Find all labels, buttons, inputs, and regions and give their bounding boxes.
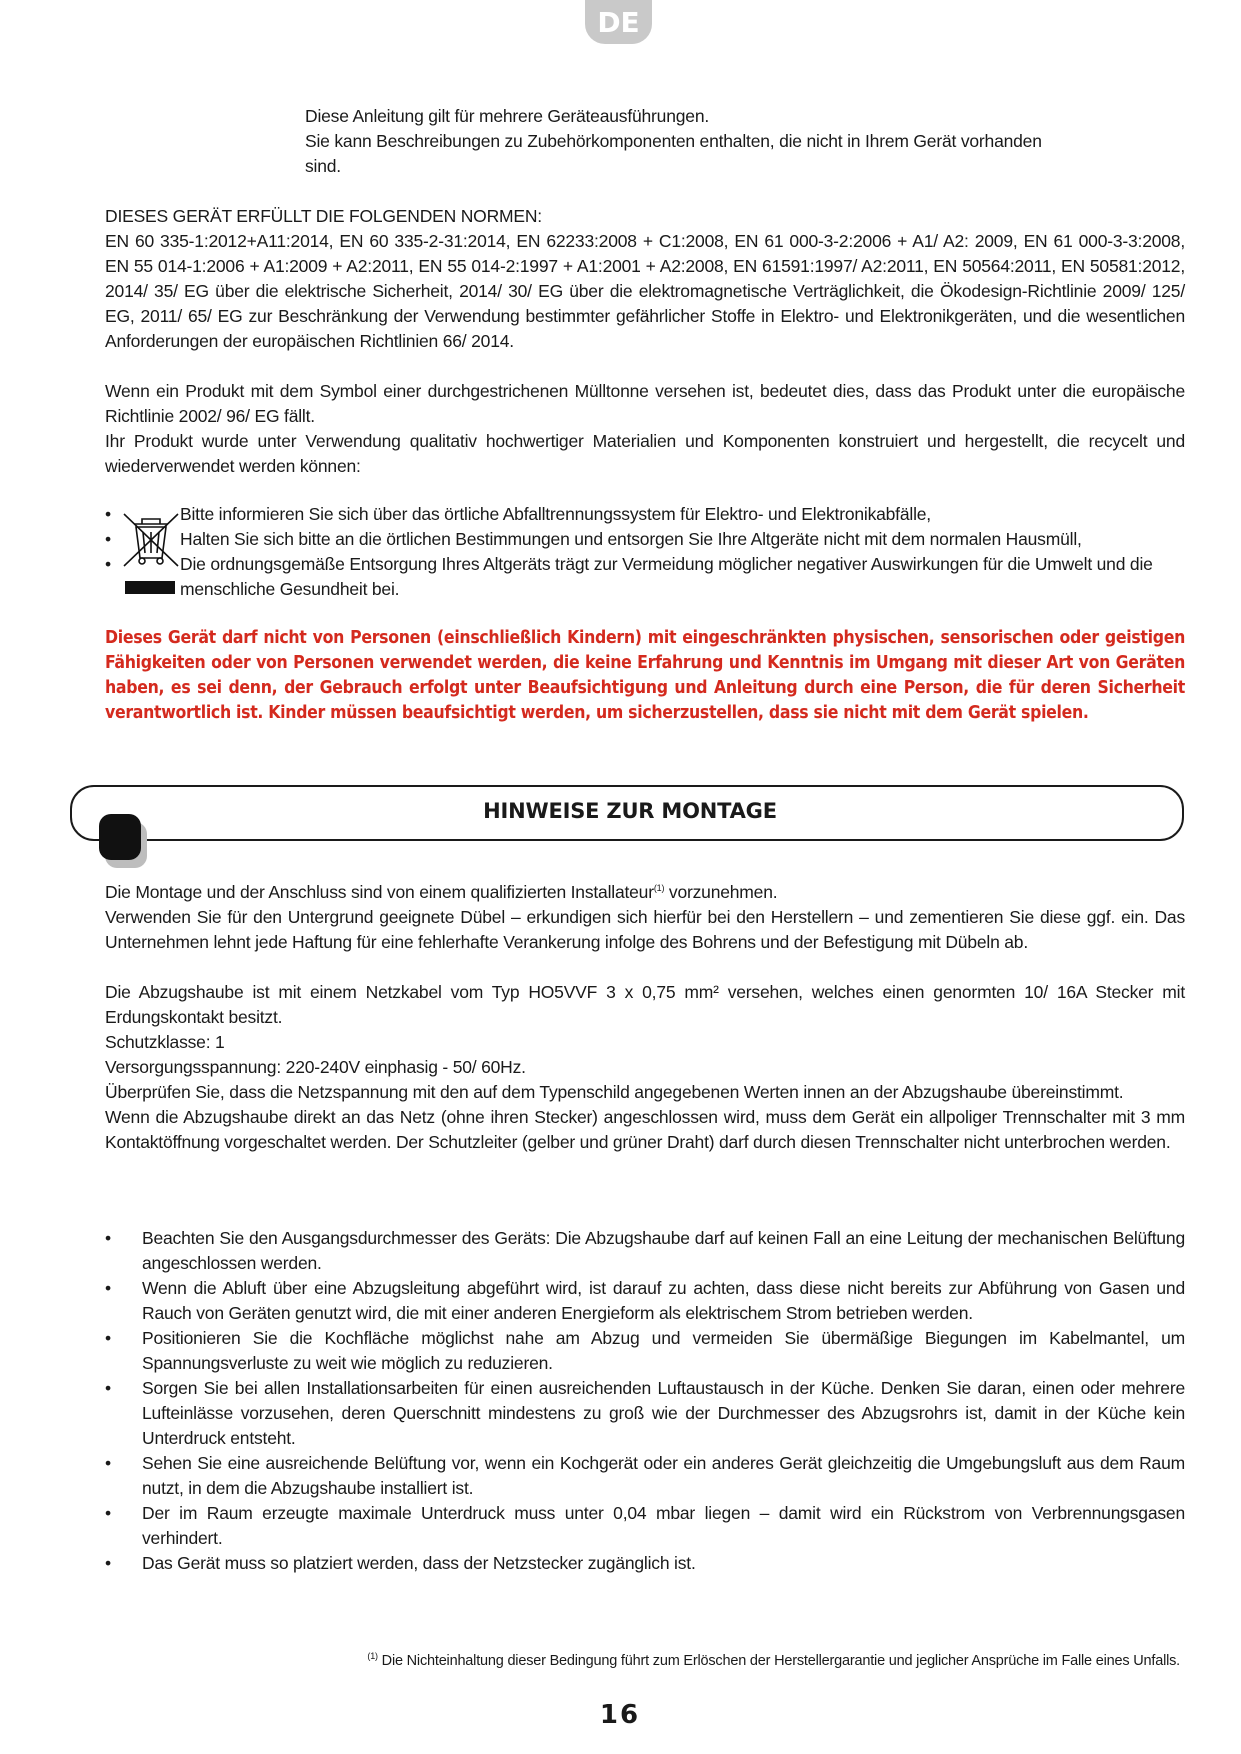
list-item: [105, 1451, 1185, 1501]
disposal-paragraph-1: Wenn ein Produkt mit dem Symbol einer durchgestrichenen Mülltonne versehen ist, bedeutet dies, dass das Produkt unter die europäische Richtlinie 2002/ 96/ EG fällt.: [105, 381, 1185, 426]
list-item: [105, 502, 1185, 527]
page-number: 16: [599, 1700, 641, 1730]
list-item-text: Sehen Sie eine ausreichende Belüftung vor, wenn ein Kochgerät oder ein anderes Gerät gleichzeitig die Umgebungsluft aus dem Raum nutzt, in dem die Abzugshaube installiert ist.: [142, 1453, 1185, 1498]
list-item: [105, 1276, 1185, 1326]
installation-paragraph-3: Die Abzugshaube ist mit einem Netzkabel vom Typ HO5VVF 3 x 0,75 mm² versehen, welches einen genormten 10/ 16A Stecker mit Erdungskontakt besitzt.: [105, 981, 1185, 1027]
intro-line-2: Sie kann Beschreibungen zu Zubehörkomponenten enthalten, die nicht in Ihrem Gerät vorhanden sind.: [305, 131, 1042, 176]
installation-bullet-list: [105, 1226, 1185, 1576]
bullet-dot: •: [105, 1553, 111, 1573]
bullet-dot: •: [105, 504, 111, 524]
list-item: [105, 552, 1185, 602]
list-item-text: Positionieren Sie die Kochfläche möglichst nahe am Abzug und vermeiden Sie übermäßige Biegungen im Kabelmantel, um Spannungsverluste zu weit wie möglich zu reduzieren.: [142, 1328, 1185, 1373]
section-marker: [99, 814, 141, 860]
safety-warning: Dieses Gerät darf nicht von Personen (einschließlich Kindern) mit eingeschränkten physischen, sensorischen oder geistigen Fähigkeiten oder von Personen verwendet werden, die keine Erfahrung und Kenntnis im Umgang mit dieser Art von Geräten haben, es sei denn, der Gebrauch erfolgt unter Beaufsichtigung und Anleitung durch eine Person, die für deren Sicherheit verantwortlich ist. Kinder müssen beaufsichtigt werden, um sicherzustellen, dass sie nicht mit dem Gerät spielen.: [105, 628, 1185, 723]
bullet-dot: •: [105, 1328, 111, 1348]
bullet-dot: •: [105, 554, 111, 574]
installation-paragraph-1: [105, 876, 1185, 905]
norms-text: EN 60 335-1:2012+A11:2014, EN 60 335-2-31:2014, EN 62233:2008 + C1:2008, EN 61 000-3-2:2006 + A1/ A2: 2009, EN 61 000-3-3:2008, EN 55 014-1:2006 + A1:2009 + A2:2011, EN 55 014-2:1997 + A1:2001 + A2:2008, EN 61591:1997/ A2:2011, EN 50564:2011, EN 50581:2012, 2014/ 35/ EG über die elektrische Sicherheit, 2014/ 30/ EG über die elektromagnetische Verträglichkeit, die Ökodesign-Richtlinie 2009/ 125/ EG, 2011/ 65/ EG zur Beschränkung der Verwendung bestimmter gefährlicher Stoffe in Elektro- und Elektronikgeräten, und die wesentlichen Anforderungen der europäischen Richtlinien 66/ 2014.: [105, 231, 1185, 351]
norms-block: [105, 204, 1185, 354]
intro-line-1: Diese Anleitung gilt für mehrere Geräteausführungen.: [305, 106, 710, 126]
bullet-dot: •: [105, 1228, 111, 1248]
bullet-dot: •: [105, 1453, 111, 1473]
disposal-block: [105, 379, 1185, 479]
norms-heading: DIESES GERÄT ERFÜLLT DIE FOLGENDEN NORMEN:: [105, 206, 542, 226]
spacer: [105, 955, 1185, 980]
list-item: [105, 1376, 1185, 1451]
installation-p1-end: vorzunehmen.: [664, 881, 778, 902]
bullet-dot: •: [105, 529, 111, 549]
bullet-dot: •: [105, 1503, 111, 1523]
list-item-text: Sorgen Sie bei allen Installationsarbeiten für einen ausreichenden Luftaustausch in der Küche. Denken Sie daran, einen oder mehrere Lufteinlässe vorzusehen, deren Querschnitt mindestens zu groß wie der Durchmesser des Abzugsrohrs ist, damit in der Küche kein Unterdruck entsteht.: [142, 1378, 1185, 1448]
installation-paragraph-7: Wenn die Abzugshaube direkt an das Netz (ohne ihren Stecker) angeschlossen wird, muss dem Gerät ein allpoliger Trennschalter mit 3 mm Kontaktöffnung vorgeschaltet werden. Der Schutzleiter (gelber und grüner Draht) darf durch diesen Trennschalter nicht unterbrochen werden.: [105, 1106, 1185, 1152]
disposal-paragraph-2: Ihr Produkt wurde unter Verwendung qualitativ hochwertiger Materialien und Komponenten konstruiert und hergestellt, die recycelt und wiederverwendet werden können:: [105, 431, 1185, 476]
list-item: [105, 1551, 1185, 1576]
list-item-text: Beachten Sie den Ausgangsdurchmesser des Geräts: Die Abzugshaube darf auf keinen Fall an eine Leitung der mechanischen Belüftung angeschlossen werden.: [142, 1228, 1185, 1273]
footnote-text: Die Nichteinhaltung dieser Bedingung führt zum Erlöschen der Herstellergarantie und jeglicher Ansprüche im Falle eines Unfalls.: [381, 1652, 1180, 1669]
footnote: [260, 1646, 1180, 1671]
bullet-dot: •: [105, 1378, 111, 1398]
installation-p1-text: Die Montage und der Anschluss sind von einem qualifizierten Installateur: [105, 881, 654, 902]
list-item-text: Die ordnungsgemäße Entsorgung Ihres Altgeräts trägt zur Vermeidung möglicher negativer Auswirkungen für die Umwelt und die menschliche Gesundheit bei.: [180, 554, 1153, 599]
footnote-reference: (1): [653, 883, 665, 893]
installation-paragraph-6: Überprüfen Sie, dass die Netzspannung mit den auf dem Typenschild angegebenen Werten innen an der Abzugshaube übereinstimmt.: [105, 1081, 1124, 1102]
list-item: [105, 1226, 1185, 1276]
list-item-text: Halten Sie sich bitte an die örtlichen Bestimmungen und entsorgen Sie Ihre Altgeräte nicht mit dem normalen Hausmüll,: [180, 529, 1082, 549]
installation-paragraph-4: Schutzklasse: 1: [105, 1031, 225, 1052]
language-badge: DE: [585, 0, 652, 44]
list-item: [105, 1501, 1185, 1551]
section-title: HINWEISE ZUR MONTAGE: [483, 799, 777, 823]
installation-block: [105, 876, 1185, 1155]
list-item-text: Bitte informieren Sie sich über das örtliche Abfalltrennungssystem für Elektro- und Elektronikabfälle,: [180, 504, 931, 524]
list-item-text: Das Gerät muss so platziert werden, dass der Netzstecker zugänglich ist.: [142, 1553, 696, 1573]
intro-block: [305, 104, 1065, 179]
list-item: [105, 527, 1185, 552]
list-item-text: Der im Raum erzeugte maximale Unterdruck muss unter 0,04 mbar liegen – damit wird ein Rückstrom von Verbrennungsgasen verhindert.: [142, 1503, 1185, 1548]
installation-paragraph-5: Versorgungsspannung: 220-240V einphasig - 50/ 60Hz.: [105, 1056, 526, 1077]
footnote-marker: (1): [367, 1651, 378, 1661]
installation-paragraph-2: Verwenden Sie für den Untergrund geeignete Dübel – erkundigen sich hierfür bei den Herstellern – und zementieren Sie diese ggf. ein. Das Unternehmen lehnt jede Haftung für eine fehlerhafte Verankerung infolge des Bohrens und der Befestigung mit Dübeln ab.: [105, 906, 1185, 952]
list-item-text: Wenn die Abluft über eine Abzugsleitung abgeführt wird, ist darauf zu achten, dass diese nicht bereits zur Abführung von Gasen und Rauch von Geräten genutzt wird, die mit einer anderen Energieform als elektrischem Strom betrieben werden.: [142, 1278, 1185, 1323]
list-item: [105, 1326, 1185, 1376]
disposal-bullet-list: [105, 502, 1185, 602]
bullet-dot: •: [105, 1278, 111, 1298]
